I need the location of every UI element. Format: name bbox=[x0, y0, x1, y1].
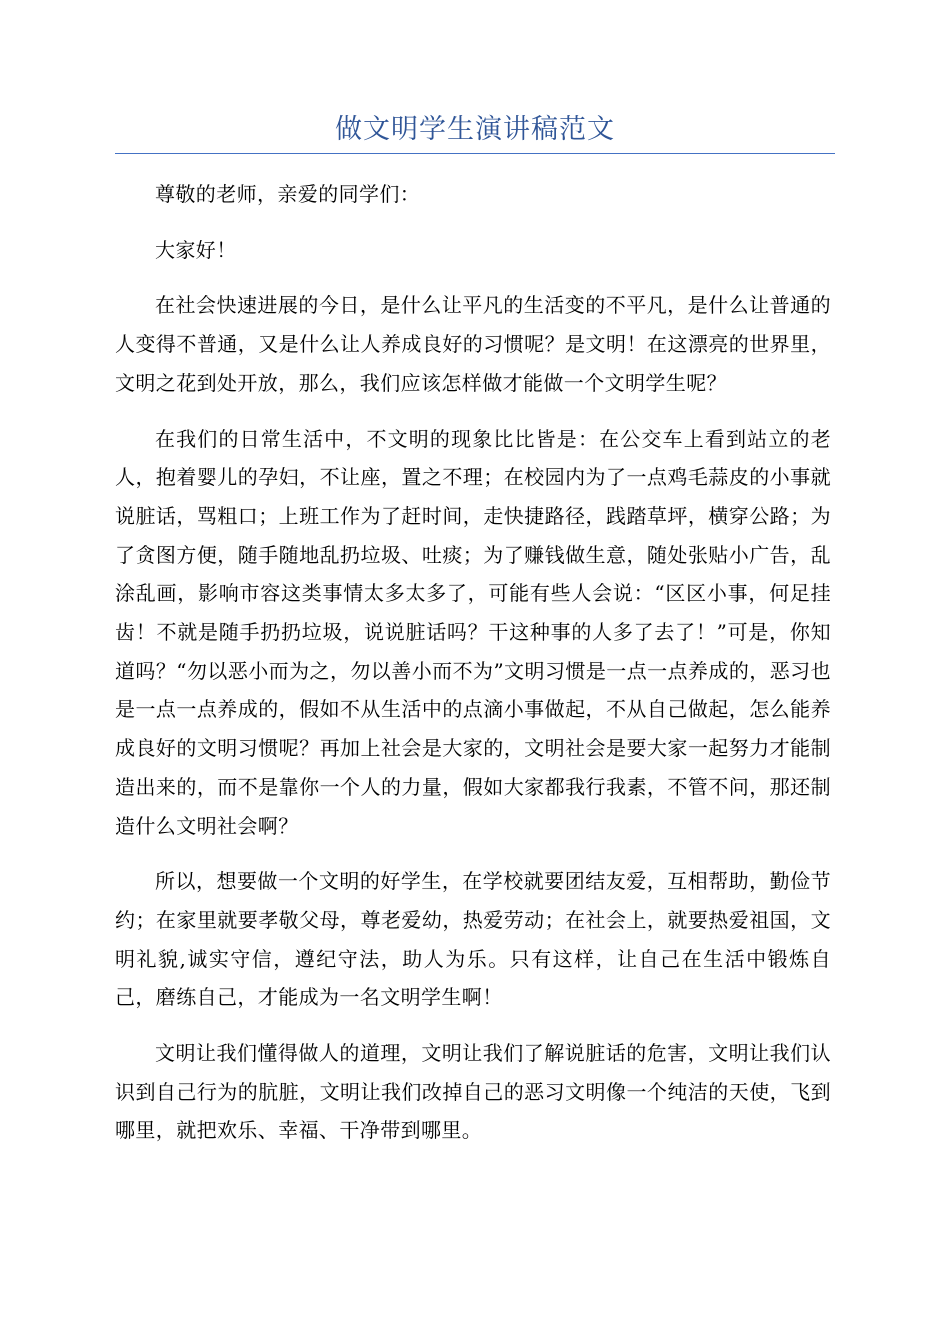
body-paragraph: 在我们的日常生活中，不文明的现象比比皆是：在公交车上看到站立的老人，抱着婴儿的孕妇，不让座，置之不理；在校园内为了一点鸡毛蒜皮的小事就说脏话，骂粗口；上班工作为了赶时间，走快捷路径，践踏草坪，横穿公路；为了贪图方便，随手随地乱扔垃圾、吐痰；为了赚钱做生意，随处张贴小广告，乱涂乱画，影响市容这类事情太多太多了，可能有些人会说：“区区小事，何足挂齿！不就是随手扔扔垃圾，说说脏话吗？干这种事的人多了去了！”可是，你知道吗？“勿以恶小而为之，勿以善小而不为”文明习惯是一点一点养成的，恶习也是一点一点养成的，假如不从生活中的点滴小事做起，不从自己做起，怎么能养成良好的文明习惯呢？再加上社会是大家的，文明社会是要大家一起努力才能制造出来的，而不是靠你一个人的力量，假如大家都我行我素，不管不问，那还制造什么文明社会啊？ bbox=[115, 426, 831, 838]
body-paragraph: 所以，想要做一个文明的好学生，在学校就要团结友爱，互相帮助，勤俭节约；在家里就要孝敬父母，尊老爱幼，热爱劳动；在社会上，就要热爱祖国，文明礼貌,诚实守信，遵纪守法，助人为乐。只有这样，让自己在生活中锻炼自己，磨练自己，才能成为一名文明学生啊！ bbox=[115, 869, 831, 1010]
greeting-paragraph: 大家好！ bbox=[155, 237, 237, 262]
body-paragraph: 在社会快速进展的今日，是什么让平凡的生活变的不平凡，是什么让普通的人变得不普通，又是什么让人养成良好的习惯呢？是文明！在这漂亮的世界里，文明之花到处开放，那么，我们应该怎样做才能做一个文明学生呢？ bbox=[115, 293, 831, 395]
title-underline bbox=[115, 153, 835, 154]
document-title: 做文明学生演讲稿范文 bbox=[335, 114, 615, 145]
body-paragraph: 文明让我们懂得做人的道理，文明让我们了解说脏话的危害，文明让我们认识到自己行为的肮脏，文明让我们改掉自己的恶习文明像一个纯洁的天使，飞到哪里，就把欢乐、幸福、干净带到哪里。 bbox=[115, 1041, 831, 1143]
document-body bbox=[115, 175, 831, 1167]
salutation-paragraph: 尊敬的老师，亲爱的同学们： bbox=[155, 182, 421, 206]
